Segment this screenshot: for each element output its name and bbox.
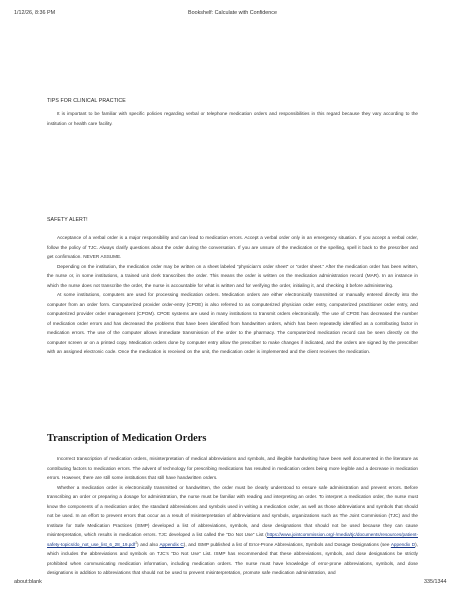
print-page-title: Bookshelf: Calculate with Confidence <box>188 10 277 16</box>
appendix-c-link[interactable]: Appendix C <box>159 541 184 547</box>
p2-text-d: ), which includes the abbreviations and symbols on TJC’s “Do Not Use” List. ISMP has recommended that these abbreviations, symbols, and dose designations be strictly prohibited when communicating medication information, including medication orders. The nurse must have knowledge of error-prone abbreviations, symbols, and dose designations in addition to abbreviations that should not be used to prevent misinterpretation, promote safe medication administration, and <box>47 541 418 575</box>
p2-text-b: ) and also <box>137 541 160 547</box>
safety-alert-heading: SAFETY ALERT! <box>47 217 88 223</box>
do-not-use-list-link[interactable]: https://www.jointcommission.org/-/media/tjc/documents/resources/patient-safety-topics/do_not_use_list_6_28_19.pdf <box>47 532 418 547</box>
section-paragraph-1: Incorrect transcription of medication orders, misinterpretation of medical abbreviations and symbols, and illegible handwriting have been well documented in the literature as contributing factors to medication errors. The advent of technology for prescribing medications has resulted in medication orders being more legible and a decrease in medication errors. However, there are still some institutions that still have handwritten orders. <box>47 456 418 480</box>
p2-text-a: Whether a medication order is electronically transmitted or handwritten, the order must be clearly understood to ensure safe administration and prevent errors. Before transcribing an order or preparing a dosage for administration, the nurse must be familiar with reading and interpreting an order. To interpret a medication order, the nurse must know the components of a medication order, the standard abbreviations and symbols used in writing a medication order, as well as those abbreviations and symbols that should not be used. In an effort to prevent errors that occur as a result of misinterpretation of abbreviations and symbols, organizations such as The Joint Commission (TJC) and the Institute for Safe Medication Practices (ISMP) developed a list of abbreviations, symbols, and dose designations that should not be used because they can cause misinterpretation, which results in medication errors. TJC developed a list called the “Do Not Use” List ( <box>47 484 418 537</box>
tips-heading: TIPS FOR CLINICAL PRACTICE <box>47 98 126 104</box>
print-footer-url: about:blank <box>14 579 42 585</box>
print-page-number: 335/1344 <box>424 579 447 585</box>
print-datetime: 1/12/26, 8:36 PM <box>14 10 56 16</box>
p2-text-c: ), and ISMP published a list of Error-Prone Abbreviations, Symbols and Dosage Designations (see <box>183 541 391 547</box>
section-title: Transcription of Medication Orders <box>47 433 207 444</box>
safety-alert-text: Acceptance of a verbal order is a major responsibility and can lead to medication errors. Accept a verbal order only in an emergency situation. If you accept a verbal order, follow the policy of TJC. Always clarify questions about the order during the conversation. If you are unsure of the medication or the spelling, spell it back to the prescriber and get confirmation. NEVER ASSUME. <box>47 235 418 259</box>
section-body <box>47 454 418 578</box>
section-paragraph-2 <box>47 483 418 578</box>
footnote-marker[interactable]: 1 <box>135 539 138 544</box>
tips-text: It is important to be familiar with specific policies regarding verbal or telephone medication orders and responsibilities in this regard because they vary according to the institution or health care facility. <box>47 111 418 126</box>
paragraph-order-sheet: Depending on the institution, the medication order may be written on a sheet labeled “physician’s order sheet” or “order sheet.” After the medication order has been written, the nurse or, in some institutions, a trained unit clerk transcribes the order. This means the order is written on the medication administration record (MAR). In an instance in which the nurse does not transcribe the order, the nurse is accountable for what is written and for verifying the order, initialing it, and checking it before administering. <box>47 263 418 288</box>
appendix-d-link[interactable]: Appendix D <box>390 541 416 547</box>
body-block <box>47 233 418 357</box>
paragraph-cpoe: At some institutions, computers are used for processing medication orders. Medication orders are either electronically transmitted or manually entered directly into the computer from an order form. Computerized provider order-entry (CPOE) is also referred to as computerized physician order entry, computerized practitioner order entry, and computerized provider order management (CPOM). CPOE systems are used in many institutions to transmit orders electronically. The use of CPOE has decreased the number of medication order errors and has decreased the problems that have been identified from handwritten orders, which has been repeatedly identified as a contributing factor in medication errors. The use of the computer allows immediate transmission of the order to the pharmacy. The computerized medication record can be seen directly on the computer screen or on a printed copy. Medication orders done by computer entry allow the prescriber to make changes if indicated, and the orders are signed by the prescriber with an assigned electronic code. Once the medication is received on the unit, the medication order is implemented and the client receives the medication. <box>47 292 418 354</box>
